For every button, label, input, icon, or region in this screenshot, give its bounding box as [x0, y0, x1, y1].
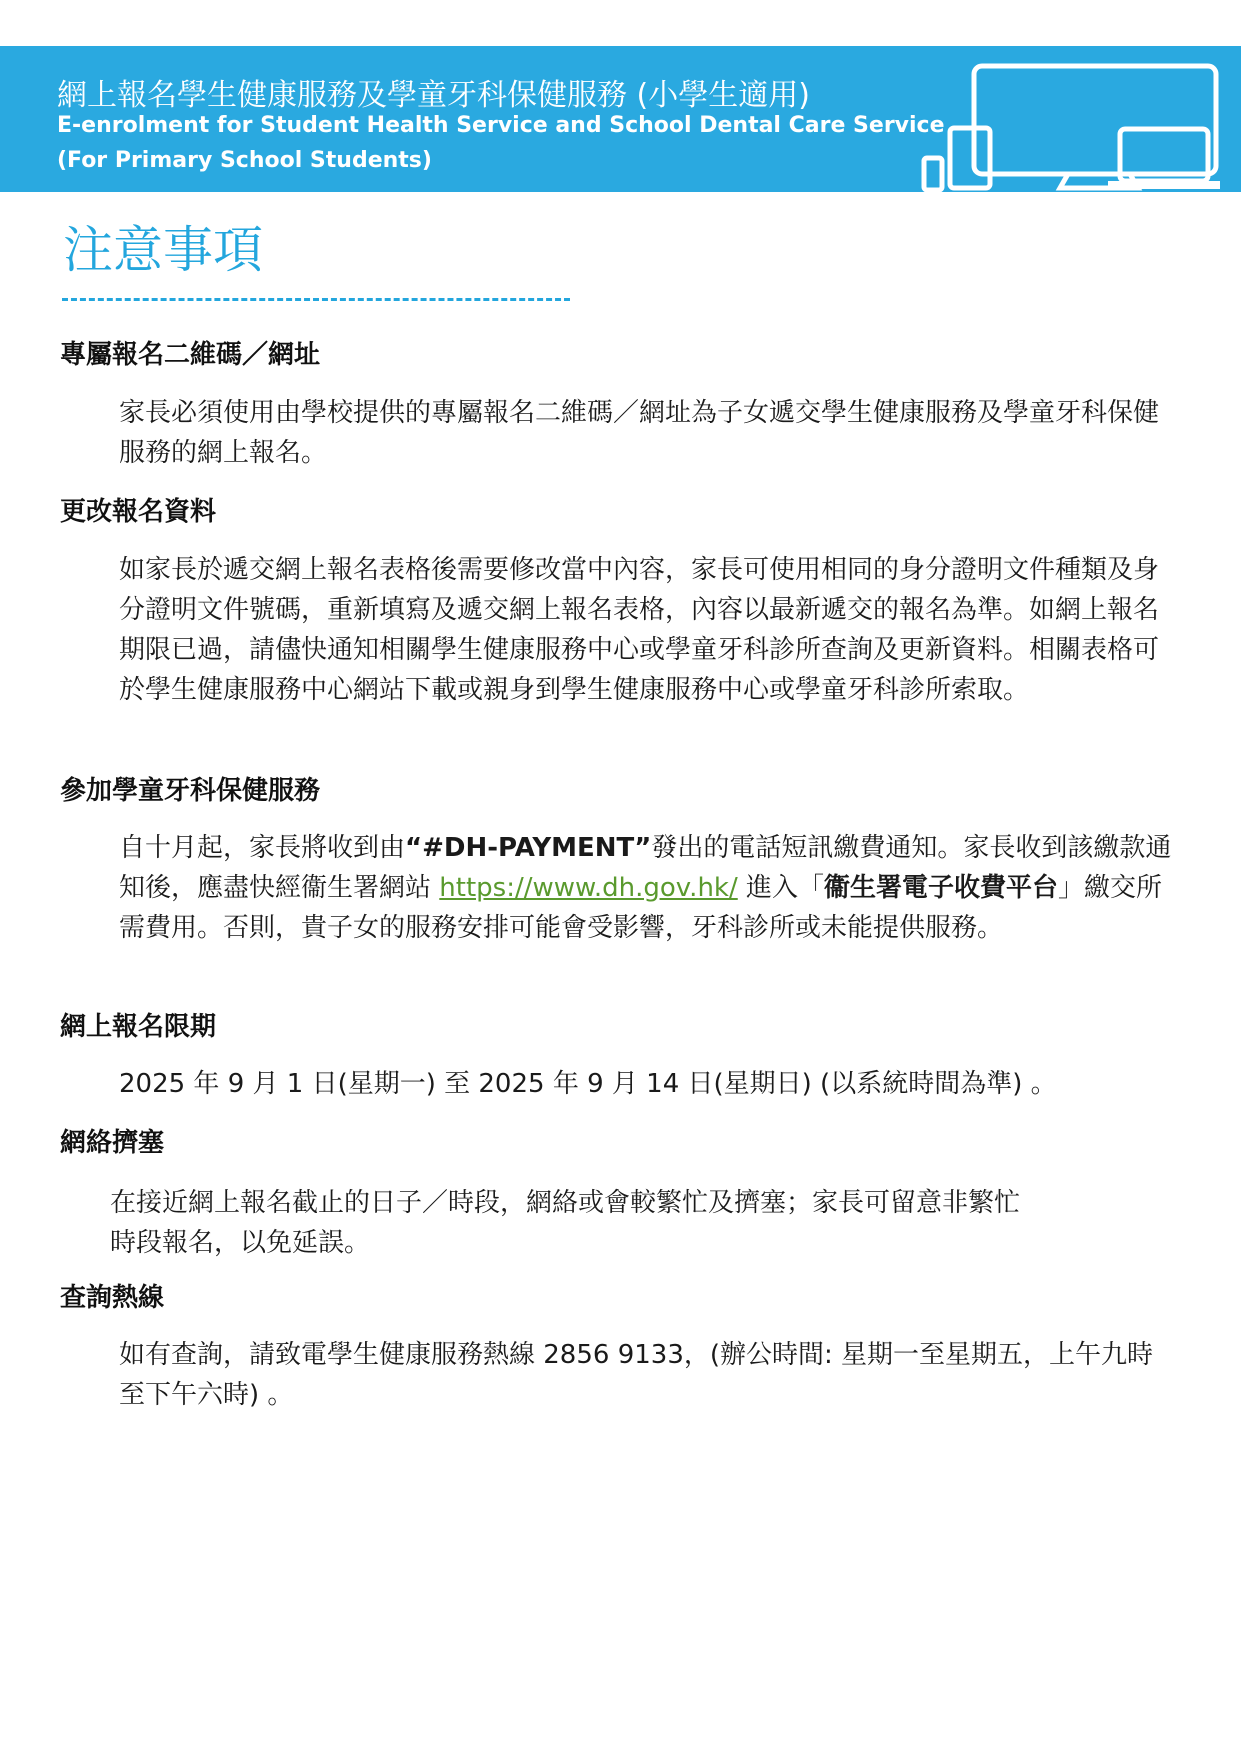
congestion-line-1: 在接近網上報名截止的日子／時段，網絡或會較繁忙及擠塞；家長可留意非繁忙 [110, 1188, 1021, 1218]
section-title-qr: 專屬報名二維碼／網址 [60, 340, 321, 370]
dental-text-part3: 進入「 [746, 873, 825, 903]
section-body-period: 2025 年 9 月 1 日(星期一) 至 2025 年 9 月 14 日(星期日) (以系統時間為準) 。 [119, 1069, 1057, 1099]
header-title-english-subtitle: (For Primary School Students) [57, 148, 432, 173]
section-body-hotline: 如有查詢，請致電學生健康服務熱線 2856 9133，(辦公時間: 星期一至星期五，上午九時至下午六時) 。 [119, 1340, 1154, 1410]
dental-text-part4: 」繳交所需費用。否則，貴子女的服務安排可能會受影響，牙科診所或未能提供服務。 [119, 873, 1163, 943]
section-title-hotline: 查詢熱線 [60, 1283, 165, 1313]
section-title-dental: 參加學童牙科保健服務 [60, 776, 321, 806]
section-body-qr: 家長必須使用由學校提供的專屬報名二維碼／網址為子女遞交學生健康服務及學童牙科保健服務的網上報名。 [119, 398, 1160, 468]
sms-sender-name: “#DH-PAYMENT” [405, 833, 652, 863]
notes-heading-divider [62, 298, 570, 301]
section-body-amend: 如家長於遞交網上報名表格後需要修改當中內容，家長可使用相同的身分證明文件種類及身分證明文件號碼，重新填寫及遞交網上報名表格，內容以最新遞交的報名為準。如網上報名期限已過，請儘快通知相關學生健康服務中心或學童牙科診所查詢及更新資料。相關表格可於學生健康服務中心網站下載或親身到學生健康服務中心或學童牙科診所索取。 [119, 555, 1160, 705]
e-payment-platform-name: 衞生署電子收費平台 [824, 873, 1059, 903]
dental-text-part1: 自十月起，家長將收到由 [119, 833, 406, 863]
congestion-line-2: 時段報名，以免延誤。 [110, 1228, 371, 1258]
section-title-congestion: 網絡擠塞 [60, 1128, 165, 1158]
section-body-congestion [110, 1183, 1190, 1263]
notes-heading: 注意事項 [63, 221, 263, 279]
header-title-chinese: 網上報名學生健康服務及學童牙科保健服務 (小學生適用) [57, 78, 810, 113]
section-title-period: 網上報名限期 [60, 1012, 217, 1042]
dental-text-part2: 發出的電話短訊繳費通知。家長收到該繳款通知後，應盡快經衞生署網站 [119, 833, 1172, 903]
header-title-english: E-enrolment for Student Health Service and School Dental Care Service [57, 113, 945, 138]
dh-website-link[interactable]: https://www.dh.gov.hk/ [439, 873, 738, 903]
section-title-amend: 更改報名資料 [60, 497, 217, 527]
section-body-dental [119, 828, 1179, 948]
devices-icon [918, 56, 1238, 192]
